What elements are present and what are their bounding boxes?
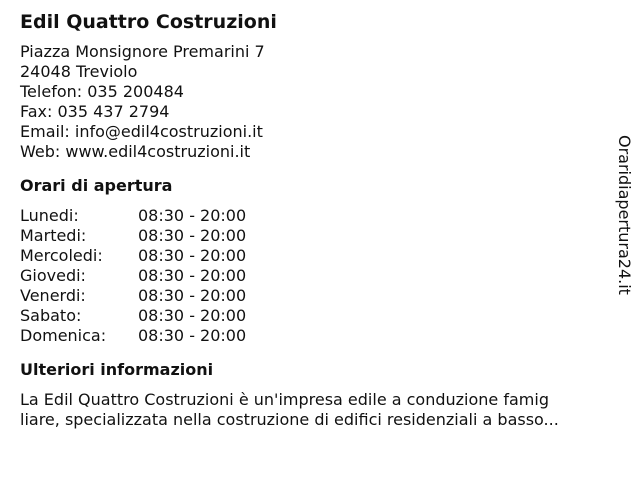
hours-day: Venerdi: (20, 286, 86, 305)
hours-heading: Orari di apertura (20, 176, 173, 195)
more-info-heading: Ulteriori informazioni (20, 360, 214, 379)
hours-time: 08:30 - 20:00 (138, 326, 247, 345)
address-line-1: Piazza Monsignore Premarini 7 (20, 42, 265, 61)
address-line-2: 24048 Treviolo (20, 62, 138, 81)
hours-row-wednesday (20, 246, 610, 266)
hours-time: 08:30 - 20:00 (138, 266, 247, 285)
hours-day: Mercoledi: (20, 246, 103, 265)
hours-day: Martedi: (20, 226, 87, 245)
hours-row-sunday (20, 326, 610, 346)
hours-row-friday (20, 286, 610, 306)
hours-time: 08:30 - 20:00 (138, 246, 247, 265)
web-line: Web: www.edil4costruzioni.it (20, 142, 251, 161)
site-watermark-label: Oraridiapertura24.it (615, 135, 634, 295)
hours-time: 08:30 - 20:00 (138, 206, 247, 225)
hours-day: Lunedi: (20, 206, 79, 225)
hours-row-thursday (20, 266, 610, 286)
fax-line: Fax: 035 437 2794 (20, 102, 170, 121)
hours-time: 08:30 - 20:00 (138, 226, 247, 245)
email-line: Email: info@edil4costruzioni.it (20, 122, 263, 141)
hours-row-tuesday (20, 226, 610, 246)
hours-day: Giovedi: (20, 266, 86, 285)
hours-table (20, 206, 610, 346)
hours-row-monday (20, 206, 610, 226)
hours-time: 08:30 - 20:00 (138, 306, 247, 325)
phone-line: Telefon: 035 200484 (20, 82, 184, 101)
hours-time: 08:30 - 20:00 (138, 286, 247, 305)
hours-day: Sabato: (20, 306, 82, 325)
description-line-2: liare, specializzata nella costruzione di edifici residenziali a basso... (20, 410, 559, 429)
company-card (20, 10, 610, 430)
company-name: Edil Quattro Costruzioni (20, 11, 277, 33)
hours-row-saturday (20, 306, 610, 326)
description-line-1: La Edil Quattro Costruzioni è un'impresa edile a conduzione famig (20, 390, 549, 409)
hours-day: Domenica: (20, 326, 107, 345)
description (20, 390, 620, 430)
